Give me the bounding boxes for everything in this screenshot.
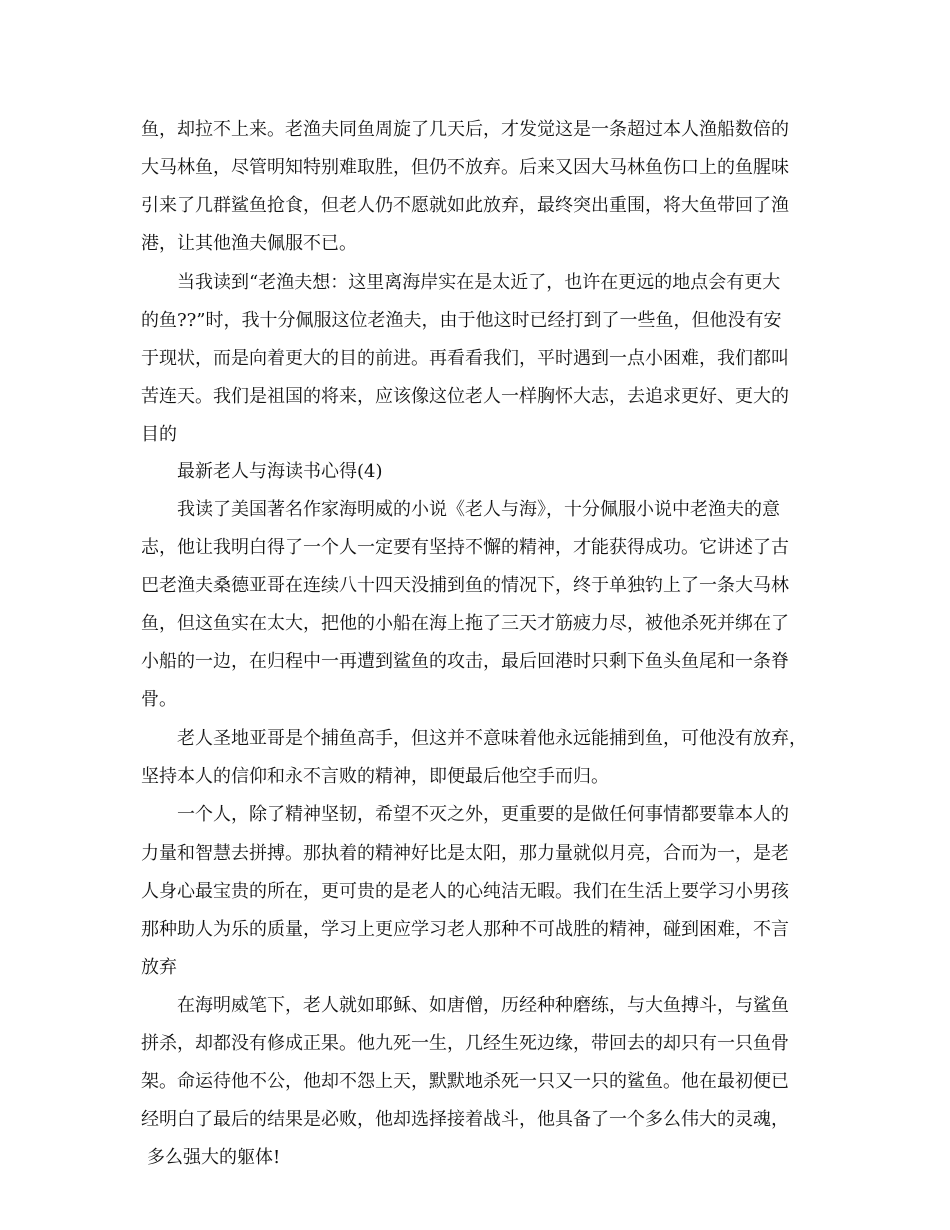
text-line-14: 鱼，但这鱼实在太大，把他的小船在海上拖了三天才筋疲力尽，被他杀死并绑在了 [141, 613, 789, 634]
text-line-27: 经明白了最后的结果是必败，他却选择接着战斗，他具备了一个多么伟大的灵魂， [141, 1109, 789, 1130]
text-line-9: 目的 [141, 424, 177, 445]
text-line-11: 我读了美国著名作家海明威的小说《老人与海》，十分佩服小说中老渔夫的意 [177, 499, 780, 520]
text-line-6: 的鱼??”时，我十分佩服这位老渔夫，由于他这时已经打到了一些鱼，但他没有安 [141, 310, 782, 331]
text-line-24: 在海明威笔下，老人就如耶稣、如唐僧，历经种种磨练，与大鱼搏斗，与鲨鱼 [177, 995, 789, 1016]
text-line-15: 小船的一边，在归程中一再遭到鲨鱼的攻击，最后回港时只剩下鱼头鱼尾和一条脊 [141, 651, 789, 672]
text-line-1: 鱼，却拉不上来。老渔夫同鱼周旋了几天后，才发觉这是一条超过本人渔船数倍的 [141, 119, 789, 140]
text-line-21: 人身心最宝贵的所在，更可贵的是老人的心纯洁无暇。我们在生活上要学习小男孩 [141, 881, 789, 902]
text-line-25: 拼杀，却都没有修成正果。他九死一生，几经生死边缘，带回去的却只有一只鱼骨 [141, 1033, 789, 1054]
text-line-20: 力量和智慧去拼搏。那执着的精神好比是太阳，那力量就似月亮，合而为一，是老 [141, 843, 789, 864]
text-line-13: 巴老渔夫桑德亚哥在连续八十四天没捕到鱼的情况下，终于单独钓上了一条大马林 [141, 575, 789, 596]
text-line-5: 当我读到“老渔夫想：这里离海岸实在是太近了，也许在更远的地点会有更大 [177, 272, 781, 293]
text-line-22: 那种助人为乐的质量，学习上更应学习老人那种不可战胜的精神，碰到困难，不言 [141, 919, 789, 940]
text-line-8: 苦连天。我们是祖国的将来，应该像这位老人一样胸怀大志，去追求更好、更大的 [141, 386, 789, 407]
text-line-17: 老人圣地亚哥是个捕鱼高手，但这并不意味着他永远能捕到鱼，可他没有放弃， [177, 728, 807, 749]
text-line-2: 大马林鱼，尽管明知特别难取胜，但仍不放弃。后来又因大马林鱼伤口上的鱼腥味 [141, 157, 789, 178]
text-line-12: 志，他让我明白得了一个人一定要有坚持不懈的精神，才能获得成功。它讲述了古 [141, 537, 789, 558]
text-line-26: 架。命运待他不公，他却不怨上天，默默地杀死一只又一只的鲨鱼。他在最初便已 [141, 1071, 789, 1092]
section-heading: 最新老人与海读书心得(4) [177, 461, 383, 482]
text-line-18: 坚持本人的信仰和永不言败的精神，即便最后他空手而归。 [141, 766, 609, 787]
text-line-23: 放弃 [141, 957, 177, 978]
text-line-4: 港，让其他渔夫佩服不已。 [141, 233, 357, 254]
text-line-3: 引来了几群鲨鱼抢食，但老人仍不愿就如此放弃，最终突出重围，将大鱼带回了渔 [141, 195, 789, 216]
text-line-19: 一个人，除了精神坚韧，希望不灭之外，更重要的是做任何事情都要靠本人的 [177, 804, 789, 825]
text-line-28: 多么强大的躯体! [147, 1147, 281, 1168]
text-line-16: 骨。 [141, 689, 177, 710]
text-line-7: 于现状，而是向着更大的目的前进。再看看我们，平时遇到一点小困难，我们都叫 [141, 348, 789, 369]
